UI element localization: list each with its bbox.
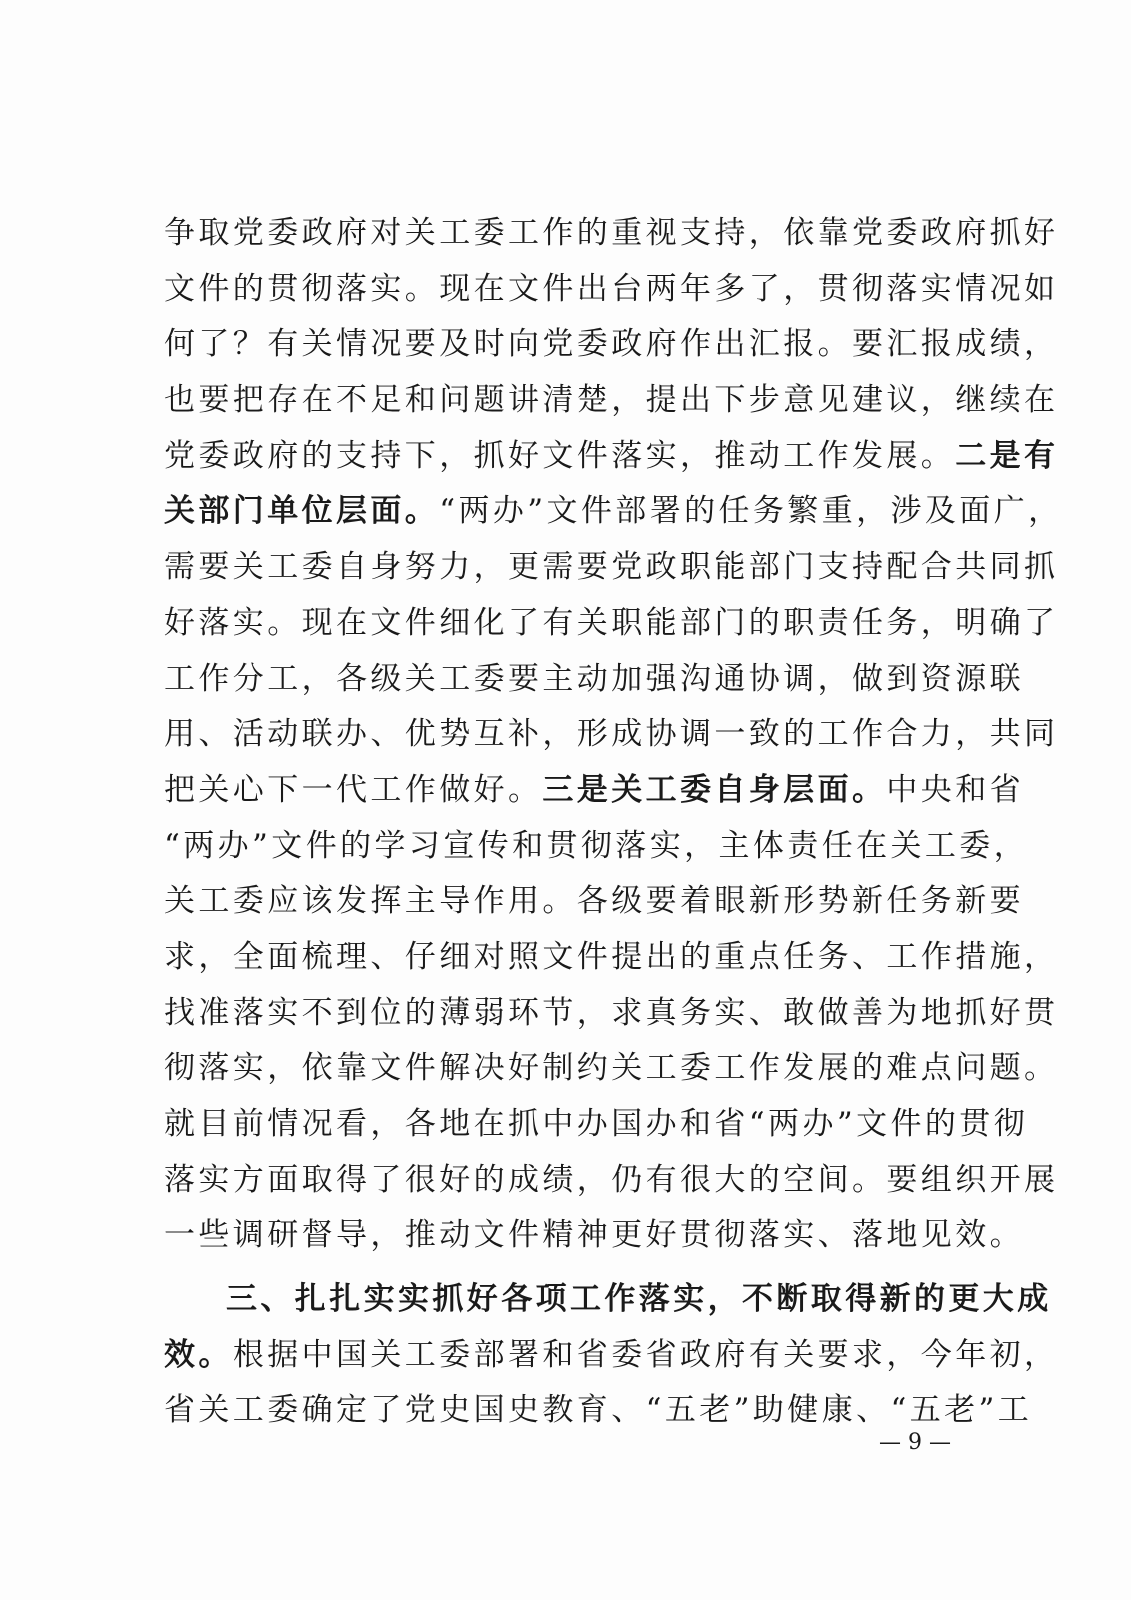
text-line: 就目前情况看，各地在抓中办国办和省“两办”文件的贯彻 — [164, 1106, 1029, 1142]
text-line — [164, 1328, 1059, 1384]
text-line: 工作分工，各级关工委要主动加强沟通协调，做到资源联 — [164, 660, 1024, 697]
bold-text-segment: 二是有 — [955, 437, 1059, 474]
text-line: 也要把存在不足和问题讲清楚，提出下步意见建议，继续在 — [164, 382, 1059, 419]
text-line: 彻落实，依靠文件解决好制约关工委工作发展的难点问题。 — [164, 1050, 1059, 1087]
text-segment: 中央和省 — [886, 771, 1025, 808]
body-text — [164, 206, 1063, 1439]
section-heading-line: 三、扎扎实实抓好各项工作落实，不断取得新的更大成 — [226, 1281, 1052, 1318]
text-line: 落实方面取得了很好的成绩，仍有很大的空间。要组织开展 — [164, 1161, 1059, 1198]
text-line: 一些调研督导，推动文件精神更好贯彻落实、落地见效。 — [164, 1217, 1024, 1254]
text-segment: 党委政府的支持下，抓好文件落实，推动工作发展。 — [164, 437, 956, 474]
page-number: — 9 — — [879, 1430, 951, 1455]
text-line: 争取党委政府对关工委工作的重视支持，依靠党委政府抓好 — [164, 215, 1059, 251]
bold-text-segment: 三是关工委自身层面。 — [542, 771, 887, 808]
text-line — [164, 429, 1059, 485]
text-segment: 把关心下一代工作做好。 — [164, 771, 543, 808]
text-line — [164, 763, 1025, 819]
text-line: 文件的贯彻落实。现在文件出台两年多了，贯彻落实情况如 — [164, 270, 1059, 307]
text-line: 关工委应该发挥主导作用。各级要着眼新形势新任务新要 — [164, 883, 1024, 920]
bold-text-segment: 效。 — [164, 1336, 233, 1373]
text-line: 好落实。现在文件细化了有关职能部门的职责任务，明确了 — [164, 604, 1059, 641]
text-line: 省关工委确定了党史国史教育、“五老”助健康、“五老”工 — [164, 1392, 1033, 1429]
text-line: 求，全面梳理、仔细对照文件提出的重点任务、工作措施， — [164, 938, 1059, 975]
text-line: 用、活动联办、优势互补，形成协调一致的工作合力，共同 — [164, 716, 1059, 753]
text-segment: 根据中国关工委部署和省委省政府有关要求，今年初， — [232, 1336, 1059, 1373]
text-line: “两办”文件的学习宣传和贯彻落实，主体责任在关工委， — [164, 827, 1029, 864]
bold-text-segment: 关部门单位层面。 — [164, 493, 440, 530]
text-line — [164, 484, 1063, 540]
text-line: 需要关工委自身努力，更需要党政职能部门支持配合共同抓 — [164, 549, 1059, 586]
text-segment: “两办”文件部署的任务繁重，涉及面广， — [439, 493, 1063, 530]
text-line: 找准落实不到位的薄弱环节，求真务实、敢做善为地抓好贯 — [164, 994, 1059, 1031]
text-line: 何了？有关情况要及时向党委政府作出汇报。要汇报成绩， — [164, 326, 1059, 363]
